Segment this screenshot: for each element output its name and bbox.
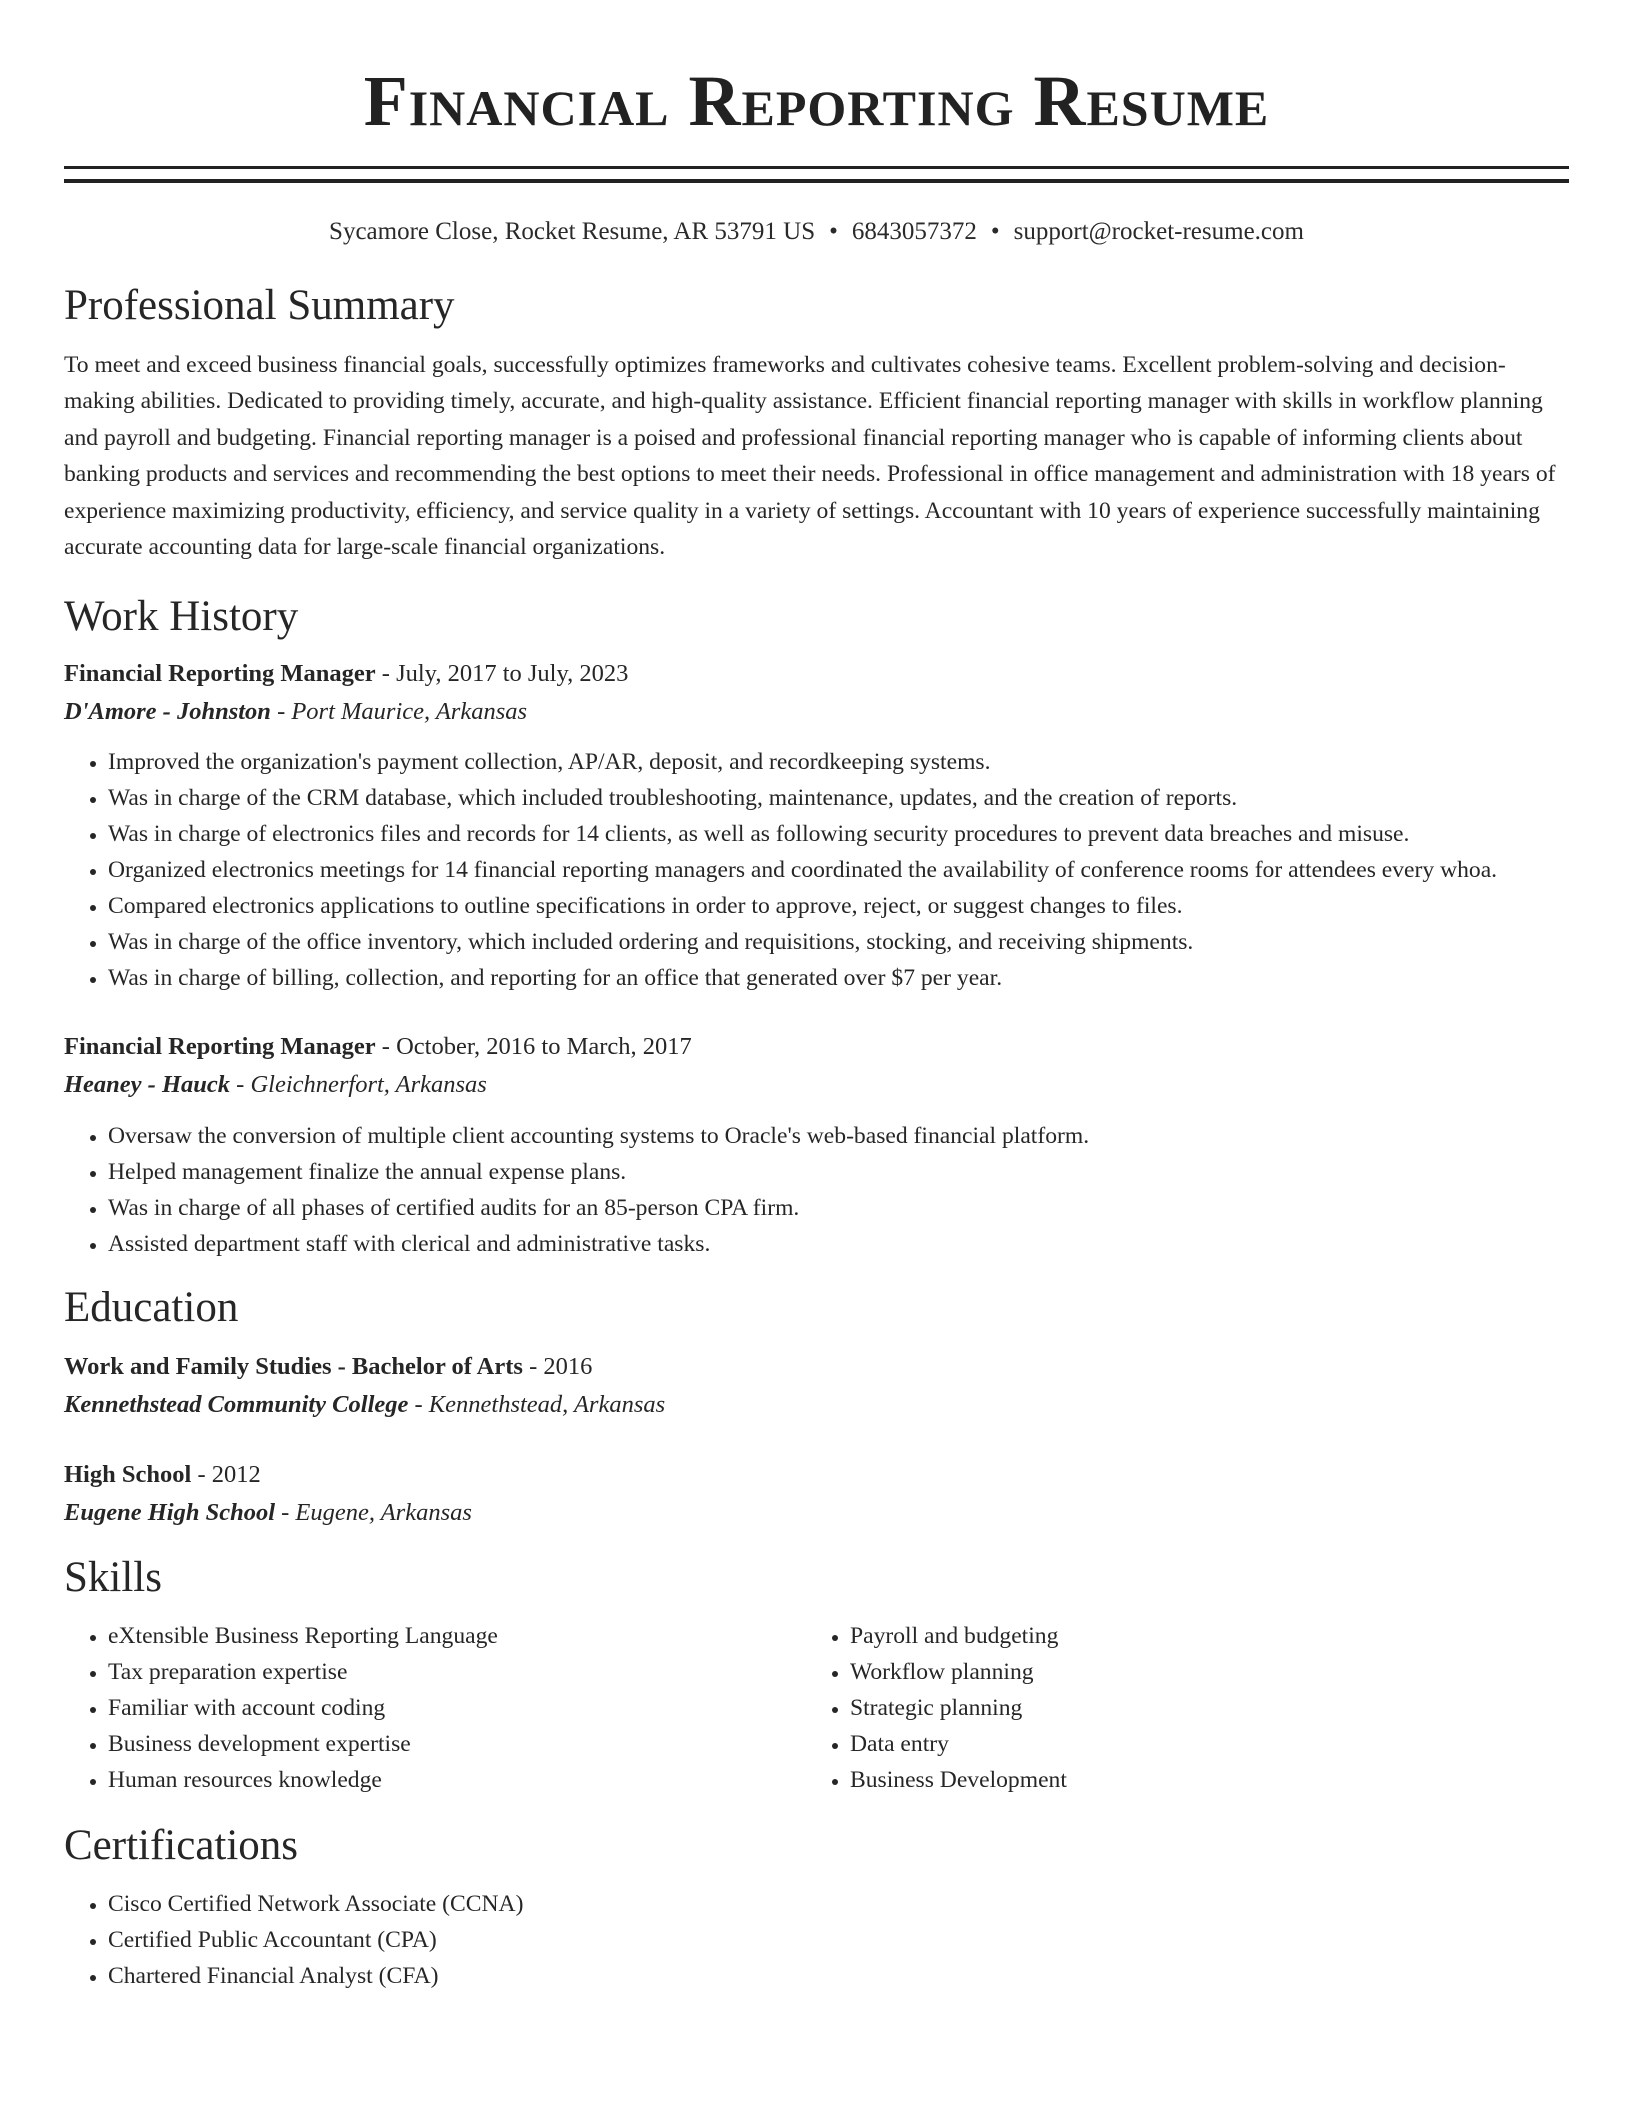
education-year: - 2012 [191,1461,261,1489]
skill-item: • Tax preparation expertise [108,1654,806,1690]
skills-columns [64,1618,1569,1798]
job-duty-item: • Was in charge of the CRM database, which included troubleshooting, maintenance, updates, and the creation of reports. [108,780,1569,816]
job-title-line [64,655,1569,693]
job-entry [64,655,1569,996]
job-duty-item: • Organized electronics meetings for 14 financial reporting managers and coordinated the availability of conference rooms for attendees every whoa. [108,852,1569,888]
skills-column-right [806,1618,1548,1798]
contact-address: Sycamore Close, Rocket Resume, AR 53791 US [329,218,816,245]
skill-item: • Familiar with account coding [108,1690,806,1726]
contact-separator: • [990,218,1000,245]
skills-list [64,1618,806,1798]
education-location: - Kennethstead, Arkansas [408,1391,666,1419]
education-degree-line [64,1348,1569,1386]
job-title-line [64,1028,1569,1066]
job-company-line [64,693,1569,731]
job-duty-item: • Helped management finalize the annual expense plans. [108,1154,1569,1190]
contact-email: support@rocket-resume.com [1013,218,1304,245]
skill-item: • Payroll and budgeting [850,1618,1548,1654]
education-heading: Education [64,1284,239,1332]
certification-item: • Cisco Certified Network Associate (CCNA) [108,1886,1569,1922]
education-school-line [64,1386,1569,1424]
work-history-heading: Work History [64,593,299,641]
skill-item: • Human resources knowledge [108,1762,806,1798]
contact-phone: 6843057372 [851,218,977,245]
job-duty-item: • Was in charge of the office inventory, which included ordering and requisitions, stocking, and receiving shipments. [108,924,1569,960]
title-divider [64,166,1569,183]
job-title: Financial Reporting Manager [64,1033,376,1061]
education-entry [64,1456,1569,1532]
contact-separator: • [829,218,838,245]
resume-page [64,0,1569,1994]
job-title: Financial Reporting Manager [64,660,376,688]
skill-item: • eXtensible Business Reporting Language [108,1618,806,1654]
summary-text: To meet and exceed business financial goals, successfully optimizes frameworks and cultivates cohesive teams. Excellent problem-solving and decision-making abilities. Dedicated to providing timely, accurate, and high-quality assistance. Efficient financial reporting manager with skills in workflow planning and payroll and budgeting. Financial reporting manager is a poised and professional financial reporting manager who is capable of informing clients about banking products and services and recommending the best options to meet their needs. Professional in office management and administration with 18 years of experience maximizing productivity, efficiency, and service quality in a variety of settings. Accountant with 10 years of experience successfully maintaining accurate accounting data for large-scale financial organizations. [64,352,1556,561]
contact-line [64,216,1569,248]
education-school-line [64,1494,1569,1532]
education-school: Kennethstead Community College [64,1391,409,1419]
education-year: - 2016 [522,1353,593,1381]
job-duty-item: • Oversaw the conversion of multiple client accounting systems to Oracle's web-based financial platform. [108,1118,1569,1154]
education-entry [64,1348,1569,1424]
job-company: D'Amore - Johnston [64,698,271,726]
job-duties-list [64,1118,1569,1262]
skills-list [806,1618,1548,1798]
job-location: - Gleichnerfort, Arkansas [230,1071,487,1099]
certifications-list [64,1886,1569,1994]
education-location: - Eugene, Arkansas [275,1499,472,1527]
skills-heading: Skills [64,1554,162,1602]
certification-item: • Chartered Financial Analyst (CFA) [108,1958,1569,1994]
job-duty-item: • Was in charge of all phases of certified audits for an 85-person CPA firm. [108,1190,1569,1226]
job-entry [64,1028,1569,1262]
skill-item: • Data entry [850,1726,1548,1762]
skills-column-left [64,1618,806,1798]
job-duty-item: • Assisted department staff with clerical and administrative tasks. [108,1226,1569,1262]
certifications-heading: Certifications [64,1822,299,1870]
skill-item: • Workflow planning [850,1654,1548,1690]
education-degree-line [64,1456,1569,1494]
skill-item: • Business Development [850,1762,1548,1798]
job-duty-item: • Compared electronics applications to outline specifications in order to approve, reject, or suggest changes to files. [108,888,1569,924]
education-degree: Work and Family Studies - Bachelor of Arts [64,1353,523,1381]
certification-item: • Certified Public Accountant (CPA) [108,1922,1569,1958]
job-duty-item: • Was in charge of electronics files and records for 14 clients, as well as following security procedures to prevent data breaches and misuse. [108,816,1569,852]
skill-item: • Strategic planning [850,1690,1548,1726]
job-company: Heaney - Hauck [64,1071,231,1099]
education-degree: High School [64,1461,192,1489]
education-school: Eugene High School [64,1499,276,1527]
job-duties-list [64,744,1569,996]
job-dates: - October, 2016 to March, 2017 [375,1033,692,1061]
job-duty-item: • Improved the organization's payment collection, AP/AR, deposit, and recordkeeping systems. [108,744,1569,780]
summary-heading: Professional Summary [64,282,455,329]
job-location: - Port Maurice, Arkansas [270,698,528,726]
job-company-line [64,1066,1569,1104]
job-duty-item: • Was in charge of billing, collection, and reporting for an office that generated over $7 per year. [108,960,1569,996]
resume-title: Financial Reporting Resume [363,61,1270,141]
skill-item: • Business development expertise [108,1726,806,1762]
job-dates: - July, 2017 to July, 2023 [375,660,629,688]
